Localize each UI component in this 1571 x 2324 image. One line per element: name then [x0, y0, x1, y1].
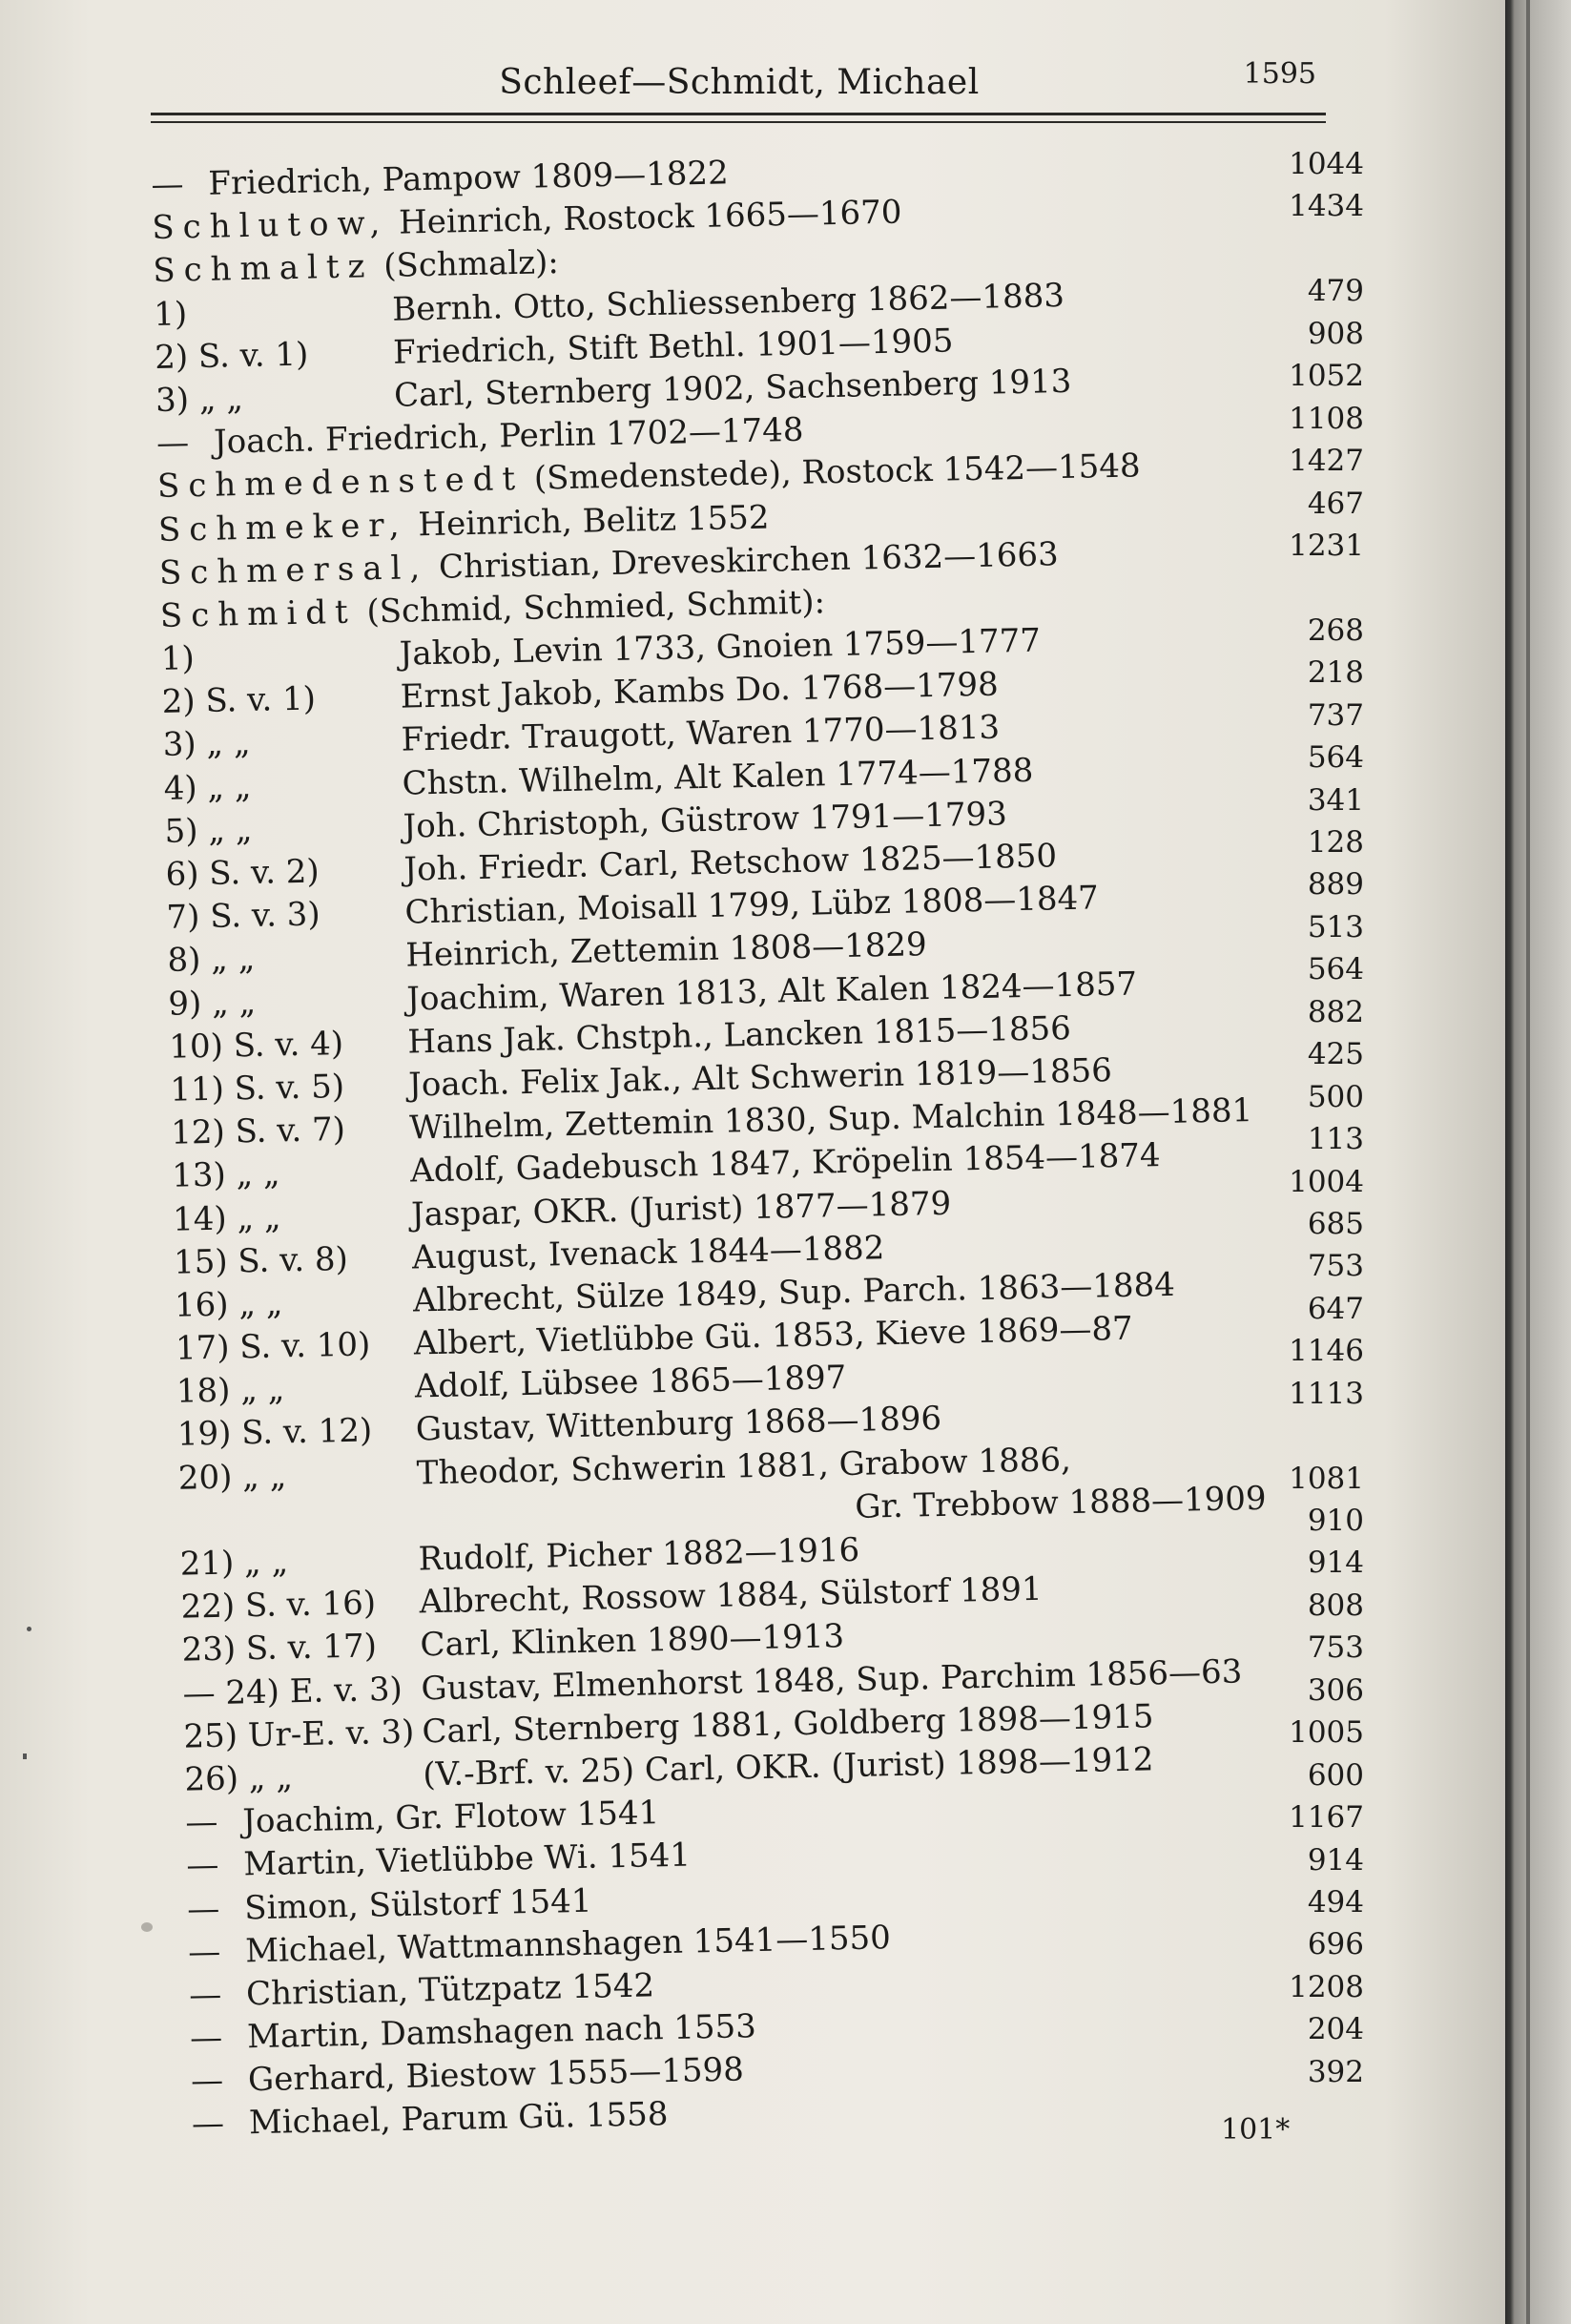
entry-text: Carl, Sternberg 1881, Goldberg 1898—1915	[422, 1697, 1154, 1752]
entry-text: Albrecht, Rossow 1884, Sülstorf 1891	[419, 1569, 1044, 1622]
entry-text: Heinrich, Rostock 1665—1670	[387, 193, 902, 242]
entry-prefix: 1)	[153, 294, 188, 334]
entry-prefix: 9) „ „	[168, 983, 257, 1024]
entry-prefix: 19) S. v. 12)	[176, 1411, 373, 1455]
reference-number	[1240, 1415, 1364, 1457]
entry-prefix: —	[191, 2105, 225, 2144]
reference-number: 910	[1307, 1504, 1364, 1538]
reference-number: 914	[1307, 1546, 1364, 1581]
entry-prefix: 25) Ur-E. v. 3)	[183, 1712, 415, 1756]
reference-number: 1113	[1289, 1376, 1364, 1411]
reference-number: 1231	[1289, 528, 1364, 563]
entry-text: Joh. Christoph, Güstrow 1791—1793	[403, 795, 1008, 846]
entry-text: Christian, Tützpatz 1542	[245, 1966, 655, 2014]
reference-number-column	[1240, 143, 1364, 2093]
entry-prefix: —	[185, 1803, 218, 1842]
reference-number	[1240, 228, 1364, 270]
entry-prefix: 7) S. v. 3)	[166, 895, 321, 938]
entry-text: Heinrich, Zettemin 1808—1829	[405, 925, 928, 975]
entry-text: Joach. Felix Jak., Alt Schwerin 1819—1856	[407, 1051, 1113, 1105]
reference-number: 425	[1307, 1037, 1364, 1072]
reference-number: 1108	[1289, 401, 1364, 436]
entry-text: Christian, Dreveskirchen 1632—1663	[427, 534, 1060, 587]
reference-number: 204	[1307, 2012, 1364, 2047]
entry-text: Jaspar, OKR. (Jurist) 1877—1879	[410, 1184, 952, 1235]
reference-number: 1434	[1289, 189, 1364, 224]
family-name: Schmidt	[159, 592, 358, 635]
entry-prefix: 3) „ „	[162, 724, 251, 765]
entry-text: Gustav, Elmenhorst 1848, Sup. Parchim 1856—63	[421, 1651, 1243, 1708]
entry-text: Wilhelm, Zettemin 1830, Sup. Malchin 1848—1881	[408, 1091, 1253, 1148]
entry-prefix: — 24) E. v. 3)	[182, 1670, 403, 1713]
entry-prefix: —	[155, 424, 190, 464]
reference-number: 218	[1307, 655, 1364, 691]
entry-prefix: 23) S. v. 17)	[181, 1627, 378, 1670]
entry-prefix: —	[187, 1932, 221, 1972]
running-header	[153, 57, 1326, 111]
entry-text: (Smedenstede), Rostock 1542—1548	[523, 446, 1141, 499]
reference-number: 889	[1307, 867, 1364, 903]
signature-mark: 101*	[1221, 2113, 1291, 2147]
entry-prefix: 8) „ „	[167, 940, 256, 981]
entry-prefix: 2) S. v. 1)	[161, 679, 317, 722]
reference-number: 268	[1307, 612, 1364, 648]
entry-prefix: 1)	[160, 639, 196, 678]
entry-prefix: —	[188, 1975, 222, 2015]
entry-prefix: 18) „ „	[176, 1370, 285, 1411]
reference-number: 564	[1307, 952, 1364, 987]
entry-text: Ernst Jakob, Kambs Do. 1768—1798	[400, 665, 1000, 716]
reference-number: 513	[1307, 909, 1364, 944]
reference-number: 696	[1307, 1927, 1364, 1962]
entry-prefix: 5) „ „	[164, 810, 253, 851]
scan-speck	[27, 1627, 31, 1631]
entry-prefix: 6) S. v. 2)	[165, 852, 320, 894]
entry-text: August, Ivenack 1844—1882	[411, 1228, 885, 1277]
reference-number: 113	[1307, 1122, 1364, 1157]
entry-text: Gustav, Wittenburg 1868—1896	[415, 1400, 942, 1449]
reference-number: 753	[1307, 1630, 1364, 1666]
page-number: 1595	[1243, 57, 1316, 91]
entry-prefix: 22) S. v. 16)	[180, 1584, 377, 1627]
reference-number: 753	[1307, 1249, 1364, 1284]
reference-number: 1208	[1289, 1969, 1364, 2004]
entry-prefix: —	[186, 1889, 220, 1929]
reference-number: 908	[1307, 316, 1364, 351]
family-name: Schmaltz	[152, 247, 374, 291]
entry-prefix: 13) „ „	[171, 1154, 280, 1196]
entry-text: Simon, Sülstorf 1541	[243, 1881, 592, 1927]
reference-number: 647	[1307, 1291, 1364, 1326]
entry-text: Hans Jak. Chstph., Lancken 1815—1856	[406, 1008, 1072, 1062]
family-name: Schlutow,	[151, 203, 389, 248]
header-rule-top	[151, 113, 1326, 115]
reference-number: 1427	[1289, 444, 1364, 479]
entry-text: Carl, Sternberg 1902, Sachsenberg 1913	[393, 362, 1072, 415]
reference-number: 685	[1307, 1206, 1364, 1241]
entry-text: Friedr. Traugott, Waren 1770—1813	[401, 708, 1001, 760]
entry-prefix: 17) S. v. 10)	[175, 1325, 371, 1368]
reference-number: 128	[1307, 825, 1364, 860]
entry-text: Gerhard, Biestow 1555—1598	[247, 2050, 745, 2100]
reference-number: 600	[1307, 1757, 1364, 1793]
entry-text: Christian, Moisall 1799, Lübz 1808—1847	[404, 879, 1100, 932]
entry-text: Adolf, Lübsee 1865—1897	[414, 1359, 847, 1406]
entry-text: Carl, Klinken 1890—1913	[420, 1617, 845, 1665]
entry-text: (Schmid, Schmied, Schmit):	[356, 583, 826, 632]
scan-speck	[141, 1922, 153, 1932]
entry-text: Friedrich, Stift Bethl. 1901—1905	[392, 322, 954, 372]
entry-text: Joach. Friedrich, Perlin 1702—1748	[213, 410, 804, 462]
entry-prefix: 11) S. v. 5)	[169, 1067, 345, 1110]
reference-number: 500	[1307, 1079, 1364, 1114]
entry-text: Heinrich, Belitz 1552	[407, 498, 770, 544]
reference-number: 1044	[1289, 147, 1364, 181]
reference-number: 467	[1307, 486, 1364, 521]
entry-text: Michael, Parum Gü. 1558	[248, 2095, 669, 2143]
entry-prefix: 10) S. v. 4)	[168, 1024, 344, 1067]
entry-text: Adolf, Gadebusch 1847, Kröpelin 1854—1874	[409, 1136, 1161, 1191]
entry-text: Michael, Wattmannshagen 1541—1550	[244, 1918, 892, 1971]
entry-text: Joachim, Gr. Flotow 1541	[241, 1794, 660, 1841]
entry-prefix: 26) „ „	[184, 1758, 294, 1799]
entry-prefix: 21) „ „	[179, 1543, 289, 1584]
book-spine-edge	[1505, 0, 1571, 2324]
entry-prefix: 16) „ „	[174, 1284, 283, 1325]
reference-number	[1240, 567, 1364, 609]
entry-text: Rudolf, Picher 1882—1916	[418, 1530, 860, 1579]
entry-text: Joh. Friedr. Carl, Retschow 1825—1850	[403, 837, 1058, 889]
entry-prefix: 14) „ „	[172, 1197, 281, 1239]
header-rule-bottom	[151, 121, 1326, 123]
entry-text: Bernh. Otto, Schliessenberg 1862—1883	[391, 276, 1065, 329]
entry-text: Albert, Vietlübbe Gü. 1853, Kieve 1869—87	[413, 1309, 1134, 1363]
entry-prefix: —	[185, 1846, 219, 1885]
reference-number: 914	[1307, 1842, 1364, 1878]
entry-prefix: —	[151, 165, 184, 204]
reference-number: 808	[1307, 1587, 1364, 1623]
reference-number: 1146	[1289, 1334, 1364, 1369]
reference-number: 341	[1307, 782, 1364, 818]
page-edge-line	[1526, 0, 1530, 2324]
entry-prefix: —	[190, 2062, 224, 2101]
family-name: Schmersal,	[158, 548, 429, 592]
reference-number: 1005	[1289, 1715, 1364, 1751]
entry-text: Martin, Damshagen nach 1553	[246, 2007, 757, 2057]
entry-text: Theodor, Schwerin 1881, Grabow 1886,	[416, 1440, 1072, 1493]
family-name: Schmeker,	[157, 505, 409, 550]
family-name: Schmedenstedt	[156, 460, 525, 507]
reference-number: 882	[1307, 994, 1364, 1029]
entry-text: (V.-Brf. v. 25) Carl, OKR. (Jurist) 1898—1912	[423, 1740, 1154, 1795]
reference-number: 494	[1307, 1884, 1364, 1919]
entry-text: Gr. Trebbow 1888—1909	[854, 1479, 1267, 1526]
reference-number: 1167	[1289, 1800, 1364, 1836]
page-title: Schleef—Schmidt, Michael	[499, 63, 980, 102]
entry-text: Friedrich, Pampow 1809—1822	[208, 154, 730, 203]
entry-prefix: 3) „ „	[155, 379, 244, 420]
entry-text: Martin, Vietlübbe Wi. 1541	[242, 1836, 692, 1884]
entry-list	[151, 140, 1308, 2147]
reference-number: 564	[1307, 740, 1364, 776]
entry-prefix: 20) „ „	[177, 1456, 287, 1498]
reference-number: 1004	[1289, 1164, 1364, 1199]
entry-prefix: 4) „ „	[163, 767, 252, 808]
reference-number: 479	[1307, 274, 1364, 309]
reference-number: 1081	[1289, 1461, 1364, 1496]
reference-number: 737	[1307, 697, 1364, 733]
entry-text: (Schmalz):	[373, 243, 560, 286]
entry-prefix: 12) S. v. 7)	[170, 1110, 346, 1152]
reference-number: 306	[1307, 1672, 1364, 1708]
scan-speck	[23, 1753, 27, 1759]
reference-number: 1052	[1289, 359, 1364, 394]
entry-text: Jakob, Levin 1733, Gnoien 1759—1777	[399, 621, 1042, 674]
entry-text: Joachim, Waren 1813, Alt Kalen 1824—1857	[405, 965, 1138, 1019]
entry-text: Albrecht, Sülze 1849, Sup. Parch. 1863—1884	[412, 1265, 1176, 1320]
reference-number: 392	[1307, 2054, 1364, 2089]
entry-prefix: —	[189, 2018, 223, 2058]
entry-text: Chstn. Wilhelm, Alt Kalen 1774—1788	[402, 751, 1034, 803]
entry-prefix: 2) S. v. 1)	[154, 335, 309, 377]
entry-prefix: 15) S. v. 8)	[173, 1239, 349, 1282]
